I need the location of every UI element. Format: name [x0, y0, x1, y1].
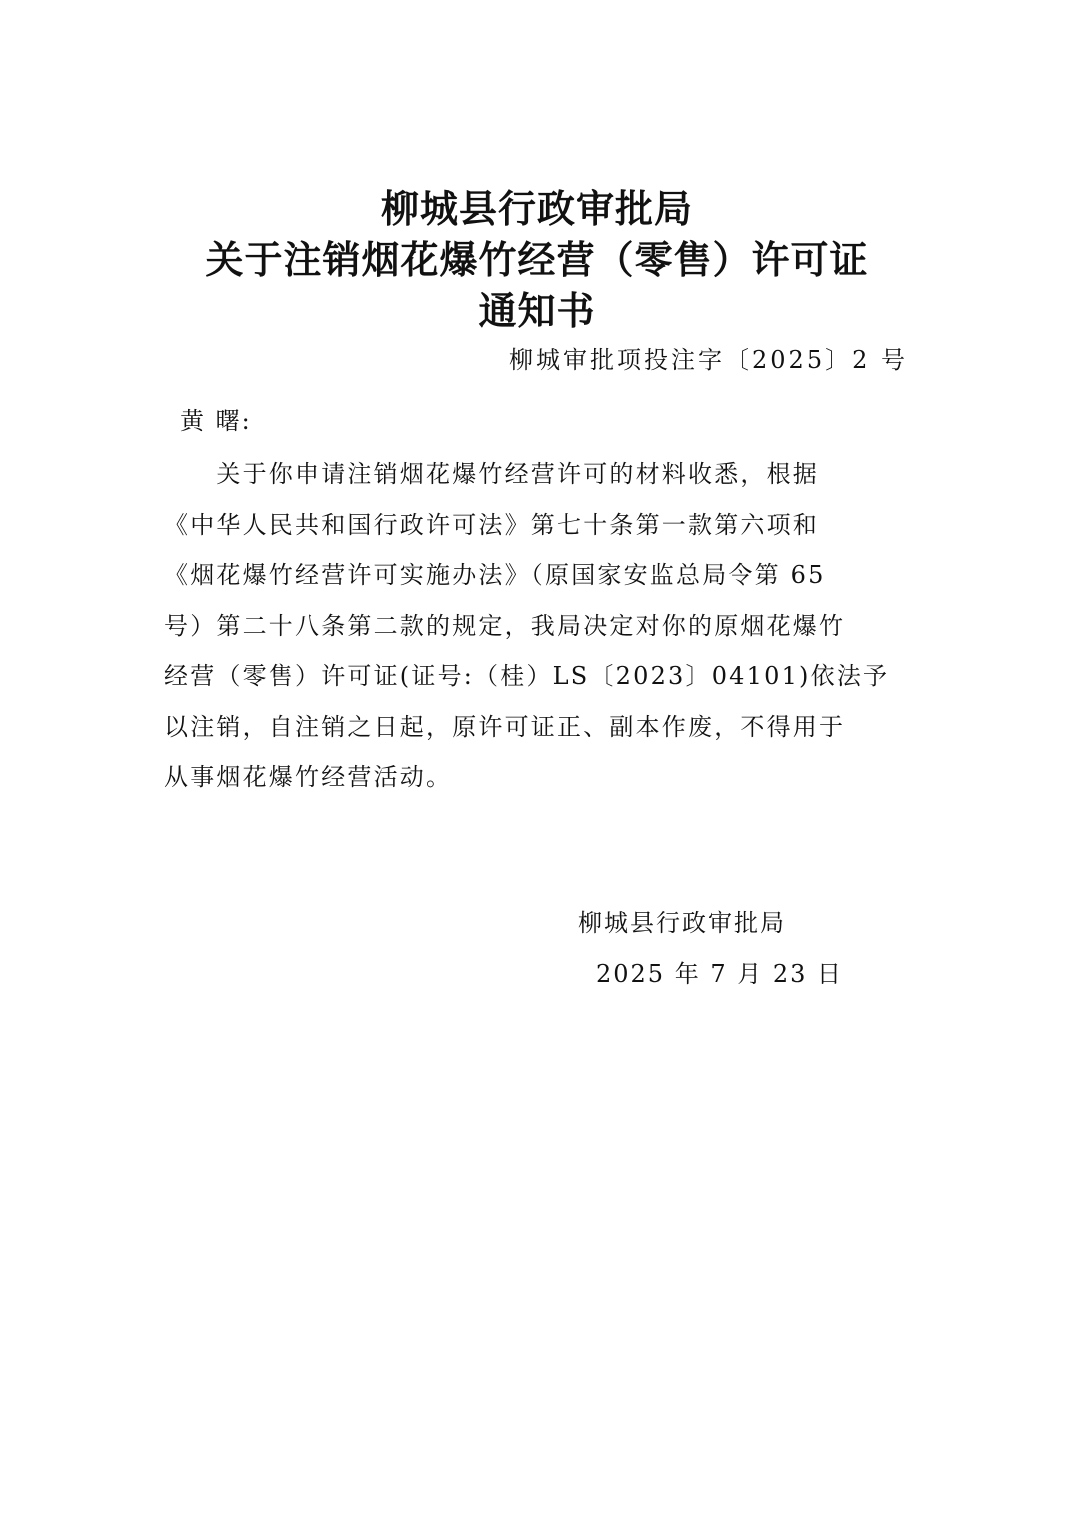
- body-line: 关于你申请注销烟花爆竹经营许可的材料收悉，根据: [164, 460, 819, 488]
- body-paragraph: [164, 449, 914, 803]
- signature-organization: 柳城县行政审批局: [578, 909, 786, 937]
- document-title: [0, 183, 1074, 336]
- body-line: 以注销，自注销之日起，原许可证正、副本作废，不得用于: [164, 712, 846, 741]
- title-line-subject: 关于注销烟花爆竹经营（零售）许可证: [205, 237, 869, 282]
- recipient-name: 黄 曙:: [180, 407, 252, 435]
- body-line: 经营（零售）许可证(证号:（桂）LS〔2023〕04101)依法予: [164, 662, 890, 690]
- signature-date: 2025 年 7 月 23 日: [596, 960, 844, 988]
- title-line-issuer: 柳城县行政审批局: [380, 186, 693, 231]
- body-line: 《中华人民共和国行政许可法》第七十条第一款第六项和: [164, 510, 819, 539]
- body-line: 号）第二十八条第二款的规定，我局决定对你的原烟花爆竹: [164, 611, 846, 640]
- body-line: 从事烟花爆竹经营活动。: [164, 763, 453, 791]
- body-line: 《烟花爆竹经营许可实施办法》（原国家安监总局令第 65: [164, 561, 826, 589]
- title-line-type: 通知书: [478, 288, 596, 333]
- document-number: 柳城审批项投注字〔2025〕2 号: [509, 346, 908, 374]
